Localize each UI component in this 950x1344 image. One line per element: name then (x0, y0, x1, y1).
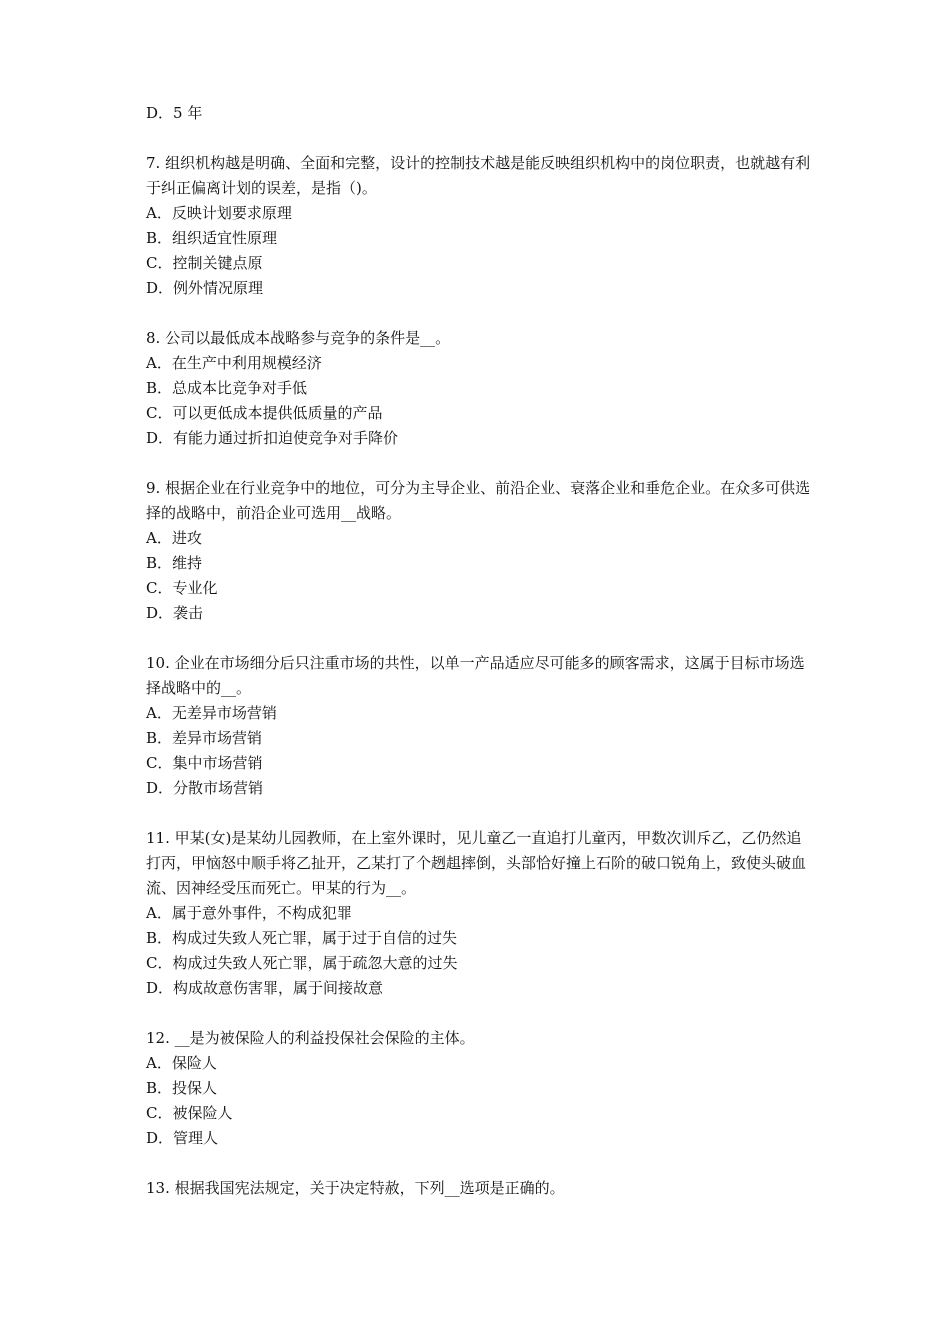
option-d: D．管理人 (146, 1129, 219, 1147)
option-a: A．属于意外事件，不构成犯罪 (146, 904, 352, 922)
option-d: D．构成故意伤害罪，属于间接故意 (146, 979, 384, 997)
option-c: C．控制关键点原 (146, 254, 263, 272)
option-a: A．进攻 (146, 529, 202, 547)
question-text: 7. 组织机构越是明确、全面和完整，设计的控制技术越是能反映组织机构中的岗位职责，也就越有利于纠正偏离计划的误差，是指（)。 (146, 154, 811, 197)
option-b: B．总成本比竞争对手低 (146, 379, 308, 397)
document-content (146, 101, 812, 1226)
option-d: D．袭击 (146, 604, 204, 622)
question-10 (146, 651, 812, 801)
question-text: 9. 根据企业在行业竞争中的地位，可分为主导企业、前沿企业、衰落企业和垂危企业。在众多可供选择的战略中，前沿企业可选用__战略。 (146, 479, 811, 522)
option-b: B．投保人 (146, 1079, 218, 1097)
option-a: A．在生产中利用规模经济 (146, 354, 322, 372)
option-a: A．无差异市场营销 (146, 704, 277, 722)
question-13 (146, 1176, 812, 1201)
option-a: A．保险人 (146, 1054, 217, 1072)
option-c: C．被保险人 (146, 1104, 233, 1122)
question-8 (146, 326, 812, 451)
question-9 (146, 476, 812, 626)
question-text: 10. 企业在市场细分后只注重市场的共性，以单一产品适应尽可能多的顾客需求，这属于目标市场选择战略中的__。 (146, 654, 805, 697)
question-11 (146, 826, 812, 1001)
option-d: D．有能力通过折扣迫使竞争对手降价 (146, 429, 399, 447)
question-text: 12. __是为被保险人的利益投保社会保险的主体。 (146, 1029, 475, 1047)
option-b: B．维持 (146, 554, 203, 572)
question-7 (146, 151, 812, 301)
option-b: B．构成过失致人死亡罪，属于过于自信的过失 (146, 929, 458, 947)
option-d: D．分散市场营销 (146, 779, 264, 797)
option-b: B．组织适宜性原理 (146, 229, 278, 247)
lead-option: D．5 年 (146, 104, 203, 122)
question-text: 11. 甲某(女)是某幼儿园教师，在上室外课时，见儿童乙一直追打儿童丙，甲数次训斥乙，乙仍然追打丙，甲恼怒中顺手将乙扯开，乙某打了个趔趄摔倒，头部恰好撞上石阶的破口锐角上，致使头破血流、因神经受压而死亡。甲某的行为__。 (146, 829, 807, 897)
question-text: 8. 公司以最低成本战略参与竞争的条件是__。 (146, 329, 451, 347)
question-text: 13. 根据我国宪法规定，关于决定特赦，下列__选项是正确的。 (146, 1179, 565, 1197)
question-12 (146, 1026, 812, 1151)
option-c: C．可以更低成本提供低质量的产品 (146, 404, 383, 422)
option-d: D．例外情况原理 (146, 279, 264, 297)
option-c: C．专业化 (146, 579, 218, 597)
option-b: B．差异市场营销 (146, 729, 263, 747)
option-c: C．构成过失致人死亡罪，属于疏忽大意的过失 (146, 954, 458, 972)
option-c: C．集中市场营销 (146, 754, 263, 772)
option-a: A．反映计划要求原理 (146, 204, 292, 222)
